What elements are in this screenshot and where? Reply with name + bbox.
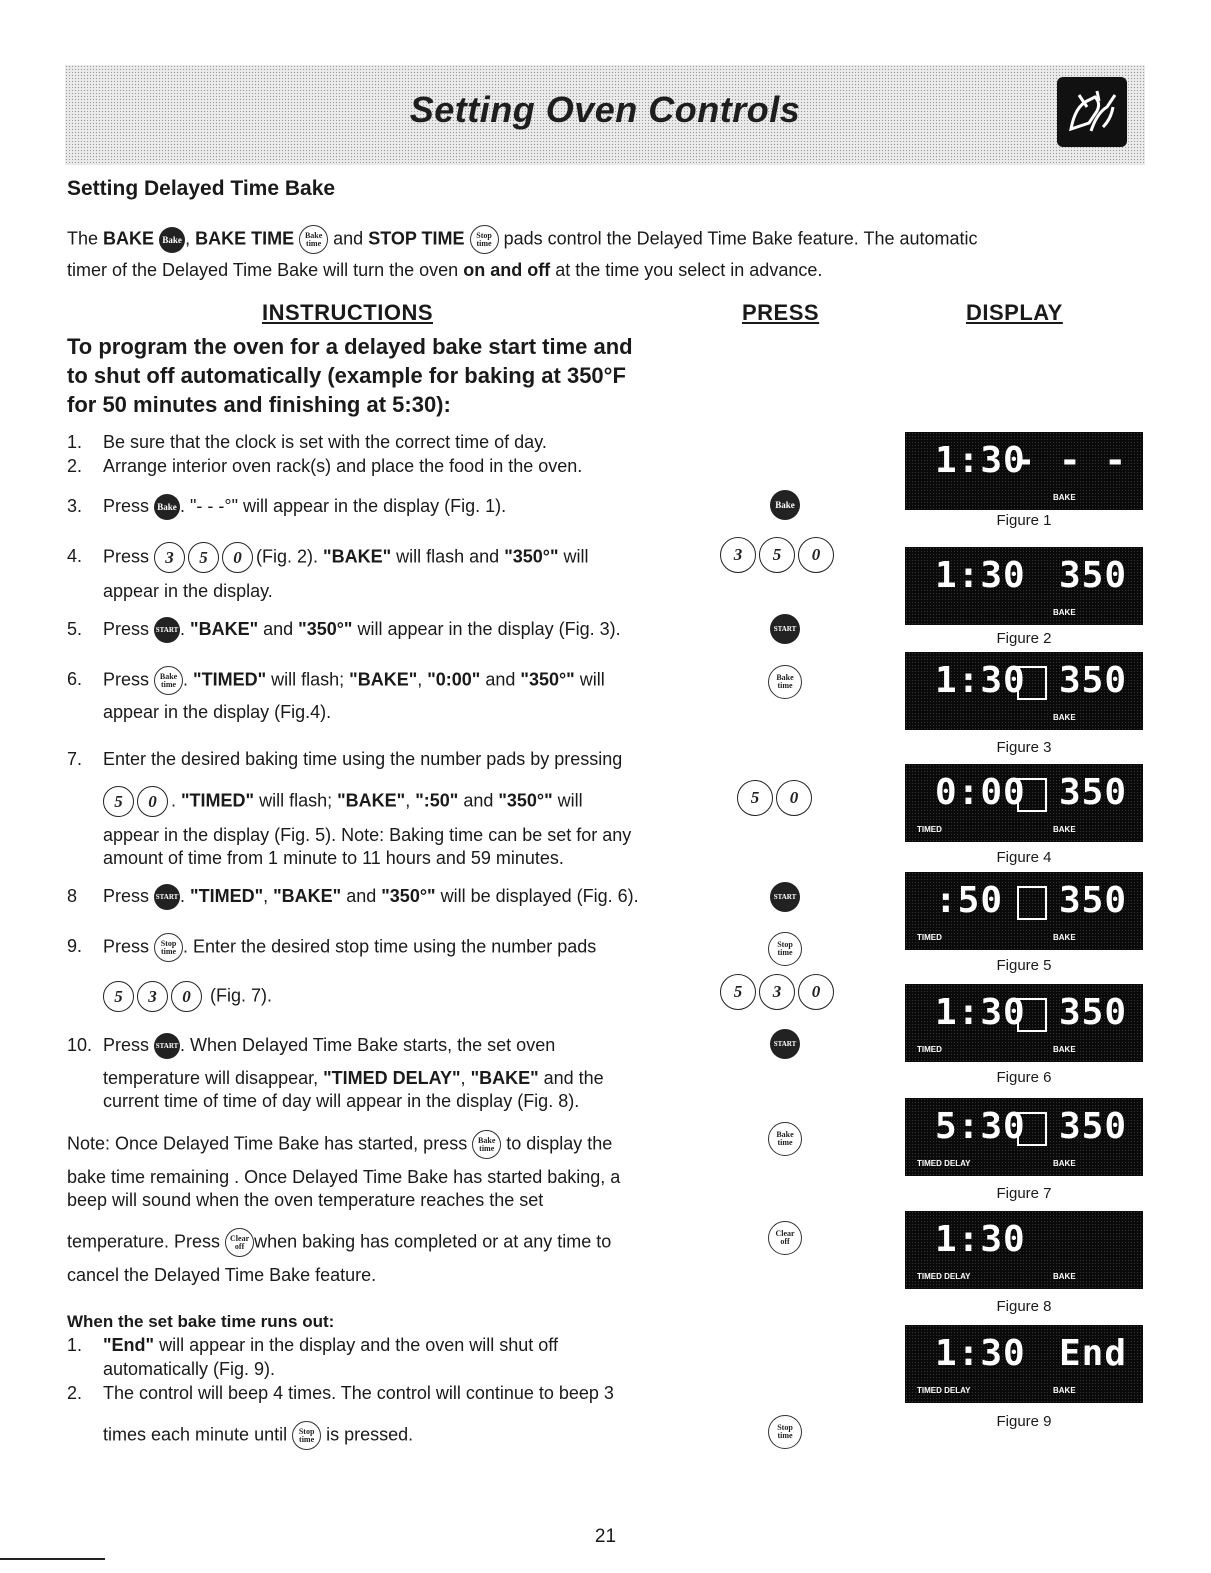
stop-time-pad-icon: Stop time: [292, 1421, 321, 1450]
step-3: [67, 494, 506, 520]
step-text: and: [341, 885, 382, 906]
item-number: 1.: [67, 1335, 83, 1355]
start-pad-icon: START: [154, 617, 180, 643]
start-pad-icon: START: [154, 884, 180, 910]
item-number: 2.: [67, 1383, 83, 1403]
figure-caption: Figure 5: [996, 957, 1052, 974]
step-number: 9.: [67, 936, 83, 957]
display-indicator: BAKE: [1053, 1386, 1076, 1395]
intro-text-3: timer of the Delayed Time Bake will turn the oven: [67, 260, 459, 280]
step-bold: "BAKE": [273, 885, 342, 906]
stop-time-pad-icon: Stop time: [154, 933, 183, 962]
step-bold: "350°": [298, 618, 353, 639]
digit-0-pad-icon: 0: [171, 981, 202, 1012]
note-text: to display the: [506, 1133, 613, 1154]
step-bold: "TIMED": [190, 885, 264, 906]
step-7-line-3: appear in the display (Fig. 5). Note: Baking time can be set for any: [103, 825, 632, 845]
step-number: 8: [67, 885, 78, 906]
step-9: [67, 933, 596, 962]
display-time: 1:30: [935, 440, 1026, 481]
display-temp: End: [1058, 1333, 1127, 1374]
program-title-line-3: for 50 minutes and finishing at 5:30):: [67, 392, 451, 417]
runs-out-item-1-line-2: automatically (Fig. 9).: [103, 1359, 276, 1379]
intro-text: The: [67, 228, 99, 249]
step-text: Press: [103, 546, 150, 567]
step-text: Be sure that the clock is set with the correct time of day.: [103, 432, 547, 452]
note-line-1: [67, 1130, 612, 1159]
display-indicator: BAKE: [1053, 493, 1076, 502]
display-time: 1:30: [935, 555, 1026, 596]
step-8: 8 Press START . "TIMED", "BAKE" and "350°" will be displayed (Fig. 6).: [67, 884, 639, 910]
step-bold: "BAKE": [349, 669, 418, 690]
step-bold: "350°": [504, 546, 559, 567]
step-text: ,: [460, 1068, 471, 1088]
display-time: 1:30: [935, 1219, 1026, 1260]
step-text: Press: [103, 495, 150, 516]
runs-out-item-2: [67, 1382, 614, 1404]
oven-display: [905, 872, 1143, 950]
oven-display: [905, 1325, 1143, 1403]
press-digit-3[interactable]: 3: [759, 974, 795, 1010]
display-indicator: TIMED: [917, 825, 942, 834]
item-text: times each minute until: [103, 1424, 288, 1445]
step-text: . Enter the desired stop time using the number pads: [183, 936, 597, 957]
oven-display: [905, 1211, 1143, 1289]
step-text: will appear in the display (Fig. 3).: [352, 618, 621, 639]
digit-0-pad-icon: 0: [137, 786, 168, 817]
press-digit-0[interactable]: 0: [798, 974, 834, 1010]
oven-display: [905, 652, 1143, 730]
intro-stop-time: STOP TIME: [368, 228, 465, 249]
bake-time-pad-icon: Bake time: [299, 225, 328, 254]
step-text: will flash;: [254, 790, 338, 811]
step-text: . "- - -°" will appear in the display (Fig. 1).: [180, 495, 507, 516]
program-title: [67, 332, 747, 419]
step-number: 4.: [67, 546, 83, 567]
intro-on-off: on and off: [463, 260, 551, 280]
display-time: 0:00: [935, 772, 1026, 813]
display-timer-box: [1017, 998, 1047, 1032]
step-text: will flash and: [391, 546, 505, 567]
intro-and: and: [333, 228, 364, 249]
hands-cooking-icon: [1057, 77, 1127, 147]
step-5: 5. Press START . "BAKE" and "350°" will appear in the display (Fig. 3).: [67, 617, 621, 643]
step-text: (Fig. 2).: [256, 546, 324, 567]
step-number: 3.: [67, 495, 83, 516]
digit-5-pad-icon: 5: [103, 981, 134, 1012]
item-text: The control will beep 4 times. The control will continue to beep 3: [103, 1383, 614, 1403]
step-bold: "350°": [520, 669, 575, 690]
display-indicator: TIMED: [917, 1045, 942, 1054]
oven-display: [905, 432, 1143, 510]
step-6: 6. Press Bake time . "TIMED" will flash; "BAKE", "0:00" and "350°" will: [67, 666, 605, 695]
step-bold: "350°": [498, 790, 553, 811]
intro-bake: BAKE: [103, 228, 155, 249]
display-indicator: TIMED DELAY: [917, 1386, 971, 1395]
step-7-line-2: 5 0 . "TIMED" will flash; "BAKE", ":50" and "350°" will: [103, 786, 583, 817]
step-10-line-2: [103, 1067, 604, 1089]
press-digit-3[interactable]: 3: [720, 537, 756, 573]
press-digit-5[interactable]: 5: [720, 974, 756, 1010]
item-bold: "End": [103, 1335, 155, 1355]
press-clear-off-pad[interactable]: Clear off: [768, 1221, 802, 1255]
oven-display: [905, 984, 1143, 1062]
program-title-line-2: to shut off automatically (example for baking at 350°F: [67, 363, 626, 388]
display-temp: 350: [1058, 1106, 1127, 1147]
step-number: 2.: [67, 456, 83, 476]
press-50-pads: [737, 780, 815, 816]
step-bold: "BAKE": [190, 618, 259, 639]
footer-rule: [0, 1558, 105, 1560]
step-text: Press: [103, 669, 150, 690]
note-text: Note: Once Delayed Time Bake has started, press: [67, 1133, 468, 1154]
press-bake-time-pad[interactable]: Bake time: [768, 665, 802, 699]
step-text: Arrange interior oven rack(s) and place the food in the oven.: [103, 456, 583, 476]
step-bold: "TIMED DELAY": [323, 1068, 461, 1088]
display-indicator: BAKE: [1053, 1272, 1076, 1281]
step-text: ,: [417, 669, 428, 690]
display-temp: - - -: [1013, 440, 1127, 481]
display-timer-box: [1017, 666, 1047, 700]
press-bake-time-pad[interactable]: Bake time: [768, 1122, 802, 1156]
intro-text-2: pads control the Delayed Time Bake feature. The automatic: [503, 228, 978, 249]
stop-time-pad-icon: Stop time: [470, 225, 499, 254]
bake-time-pad-icon: Bake time: [154, 666, 183, 695]
header-banner: [65, 65, 1145, 165]
start-pad-icon: START: [154, 1033, 180, 1059]
display-indicator: BAKE: [1053, 608, 1076, 617]
page-number: 21: [594, 1526, 617, 1547]
section-title: Setting Delayed Time Bake: [67, 177, 336, 200]
note-line-4: [67, 1228, 611, 1257]
bake-pad-icon: Bake: [159, 227, 185, 253]
figure-caption: Figure 8: [996, 1298, 1052, 1315]
step-bold: "TIMED": [193, 669, 267, 690]
digit-5-pad-icon: 5: [103, 786, 134, 817]
step-text: Press: [103, 936, 150, 957]
display-temp: 350: [1058, 992, 1127, 1033]
col-instructions: INSTRUCTIONS: [262, 300, 433, 325]
press-start-pad[interactable]: START: [770, 882, 800, 912]
press-530-pads: [720, 974, 837, 1010]
runs-out-item-1: [67, 1334, 558, 1356]
digit-3-pad-icon: 3: [137, 981, 168, 1012]
step-text: will: [574, 669, 605, 690]
display-temp: 350: [1058, 555, 1127, 596]
step-text: . When Delayed Time Bake starts, the set oven: [180, 1034, 556, 1055]
bake-pad-icon: Bake: [154, 494, 180, 520]
step-bold: "BAKE": [470, 1068, 539, 1088]
step-bold: "BAKE": [323, 546, 392, 567]
runs-out-title: When the set bake time runs out:: [67, 1312, 335, 1331]
step-4-line-2: appear in the display.: [103, 581, 273, 601]
step-text: and: [258, 618, 299, 639]
oven-display: [905, 547, 1143, 625]
step-1: [67, 431, 547, 453]
press-bake-pad[interactable]: Bake: [770, 490, 800, 520]
clear-off-pad-icon: Clear off: [225, 1228, 254, 1257]
display-indicator: TIMED DELAY: [917, 1272, 971, 1281]
col-press: PRESS: [742, 300, 820, 325]
press-350-pads: [720, 537, 837, 573]
display-temp: 350: [1058, 660, 1127, 701]
figure-caption: Figure 1: [996, 512, 1052, 529]
step-text: Press: [103, 885, 150, 906]
press-stop-time-pad[interactable]: Stop time: [768, 932, 802, 966]
display-indicator: TIMED: [917, 933, 942, 942]
oven-display: [905, 764, 1143, 842]
press-digit-0[interactable]: 0: [776, 780, 812, 816]
figure-caption: Figure 6: [996, 1069, 1052, 1086]
figure-caption: Figure 2: [996, 630, 1052, 647]
display-timer-box: [1017, 778, 1047, 812]
intro-text-4: at the time you select in advance.: [555, 260, 823, 280]
note-text: temperature. Press: [67, 1231, 221, 1252]
program-title-line-1: To program the oven for a delayed bake start time and: [67, 334, 633, 359]
step-number: 1.: [67, 432, 83, 452]
note-line-5: cancel the Delayed Time Bake feature.: [67, 1265, 377, 1285]
display-temp: 350: [1058, 772, 1127, 813]
step-number: 5.: [67, 618, 83, 639]
step-text: Enter the desired baking time using the number pads by pressing: [103, 749, 623, 769]
note-text: when baking has completed or at any time to: [254, 1231, 612, 1252]
step-7: [67, 748, 622, 770]
step-bold: "350°": [381, 885, 436, 906]
item-text: will appear in the display and the oven will shut off: [154, 1335, 558, 1355]
digit-0-pad-icon: 0: [222, 542, 253, 573]
step-number: 10.: [67, 1034, 93, 1055]
intro-line-1: The BAKE Bake , BAKE TIME Bake time and STOP TIME Stop time pads control the Delayed Time Bake feature. The automatic: [67, 225, 1147, 254]
step-text: (Fig. 7).: [210, 985, 273, 1006]
digit-3-pad-icon: 3: [154, 542, 185, 573]
step-text: will be displayed (Fig. 6).: [435, 885, 639, 906]
note-line-2: bake time remaining . Once Delayed Time Bake has started baking, a: [67, 1167, 621, 1187]
display-time: 5:30: [935, 1106, 1026, 1147]
page-title: Setting Oven Controls: [409, 89, 801, 130]
display-time: 1:30: [935, 1333, 1026, 1374]
display-timer-box: [1017, 1112, 1047, 1146]
step-text: and: [480, 669, 521, 690]
step-10: [67, 1033, 555, 1059]
step-7-line-4: amount of time from 1 minute to 11 hours and 59 minutes.: [103, 848, 564, 868]
oven-display: [905, 1098, 1143, 1176]
runs-out-item-2-line-2: [103, 1421, 413, 1450]
step-text: and the: [538, 1068, 604, 1088]
col-display: DISPLAY: [966, 300, 1063, 325]
step-bold: ":50": [415, 790, 459, 811]
item-text: is pressed.: [326, 1424, 414, 1445]
step-2: [67, 455, 582, 477]
digit-5-pad-icon: 5: [188, 542, 219, 573]
display-time: :50: [935, 880, 1004, 921]
figure-caption: Figure 9: [996, 1413, 1052, 1430]
step-text: will: [552, 790, 583, 811]
note-line-3: beep will sound when the oven temperature reaches the set: [67, 1190, 544, 1210]
figure-caption: Figure 7: [996, 1185, 1052, 1202]
step-4: [67, 542, 589, 573]
step-text: temperature will disappear,: [103, 1068, 324, 1088]
step-text: ,: [405, 790, 416, 811]
step-9-line-2: [103, 981, 272, 1012]
press-stop-time-pad[interactable]: Stop time: [768, 1415, 802, 1449]
step-bold: "TIMED": [181, 790, 255, 811]
display-timer-box: [1017, 886, 1047, 920]
step-number: 6.: [67, 669, 83, 690]
intro-line-2: [67, 259, 822, 281]
display-indicator: BAKE: [1053, 933, 1076, 942]
press-start-pad[interactable]: START: [770, 614, 800, 644]
step-bold: "0:00": [427, 669, 481, 690]
step-text: will: [558, 546, 589, 567]
display-temp: 350: [1058, 880, 1127, 921]
step-bold: "BAKE": [337, 790, 406, 811]
display-time: 1:30: [935, 660, 1026, 701]
figure-caption: Figure 3: [996, 739, 1052, 756]
display-indicator: BAKE: [1053, 1045, 1076, 1054]
display-indicator: BAKE: [1053, 713, 1076, 722]
display-indicator: TIMED DELAY: [917, 1159, 971, 1168]
step-text: ,: [263, 885, 274, 906]
step-10-line-3: current time of time of day will appear in the display (Fig. 8).: [103, 1091, 580, 1111]
step-number: 7.: [67, 749, 83, 769]
display-indicator: BAKE: [1053, 1159, 1076, 1168]
display-indicator: BAKE: [1053, 825, 1076, 834]
step-6-line-2: appear in the display (Fig.4).: [103, 702, 332, 722]
press-digit-5[interactable]: 5: [737, 780, 773, 816]
press-digit-5[interactable]: 5: [759, 537, 795, 573]
step-text: and: [458, 790, 499, 811]
step-text: will flash;: [266, 669, 350, 690]
press-start-pad[interactable]: START: [770, 1029, 800, 1059]
bake-time-pad-icon: Bake time: [472, 1130, 501, 1159]
step-text: Press: [103, 618, 150, 639]
intro-bake-time: BAKE TIME: [195, 228, 295, 249]
display-time: 1:30: [935, 992, 1026, 1033]
figure-caption: Figure 4: [996, 849, 1052, 866]
press-digit-0[interactable]: 0: [798, 537, 834, 573]
step-text: Press: [103, 1034, 150, 1055]
